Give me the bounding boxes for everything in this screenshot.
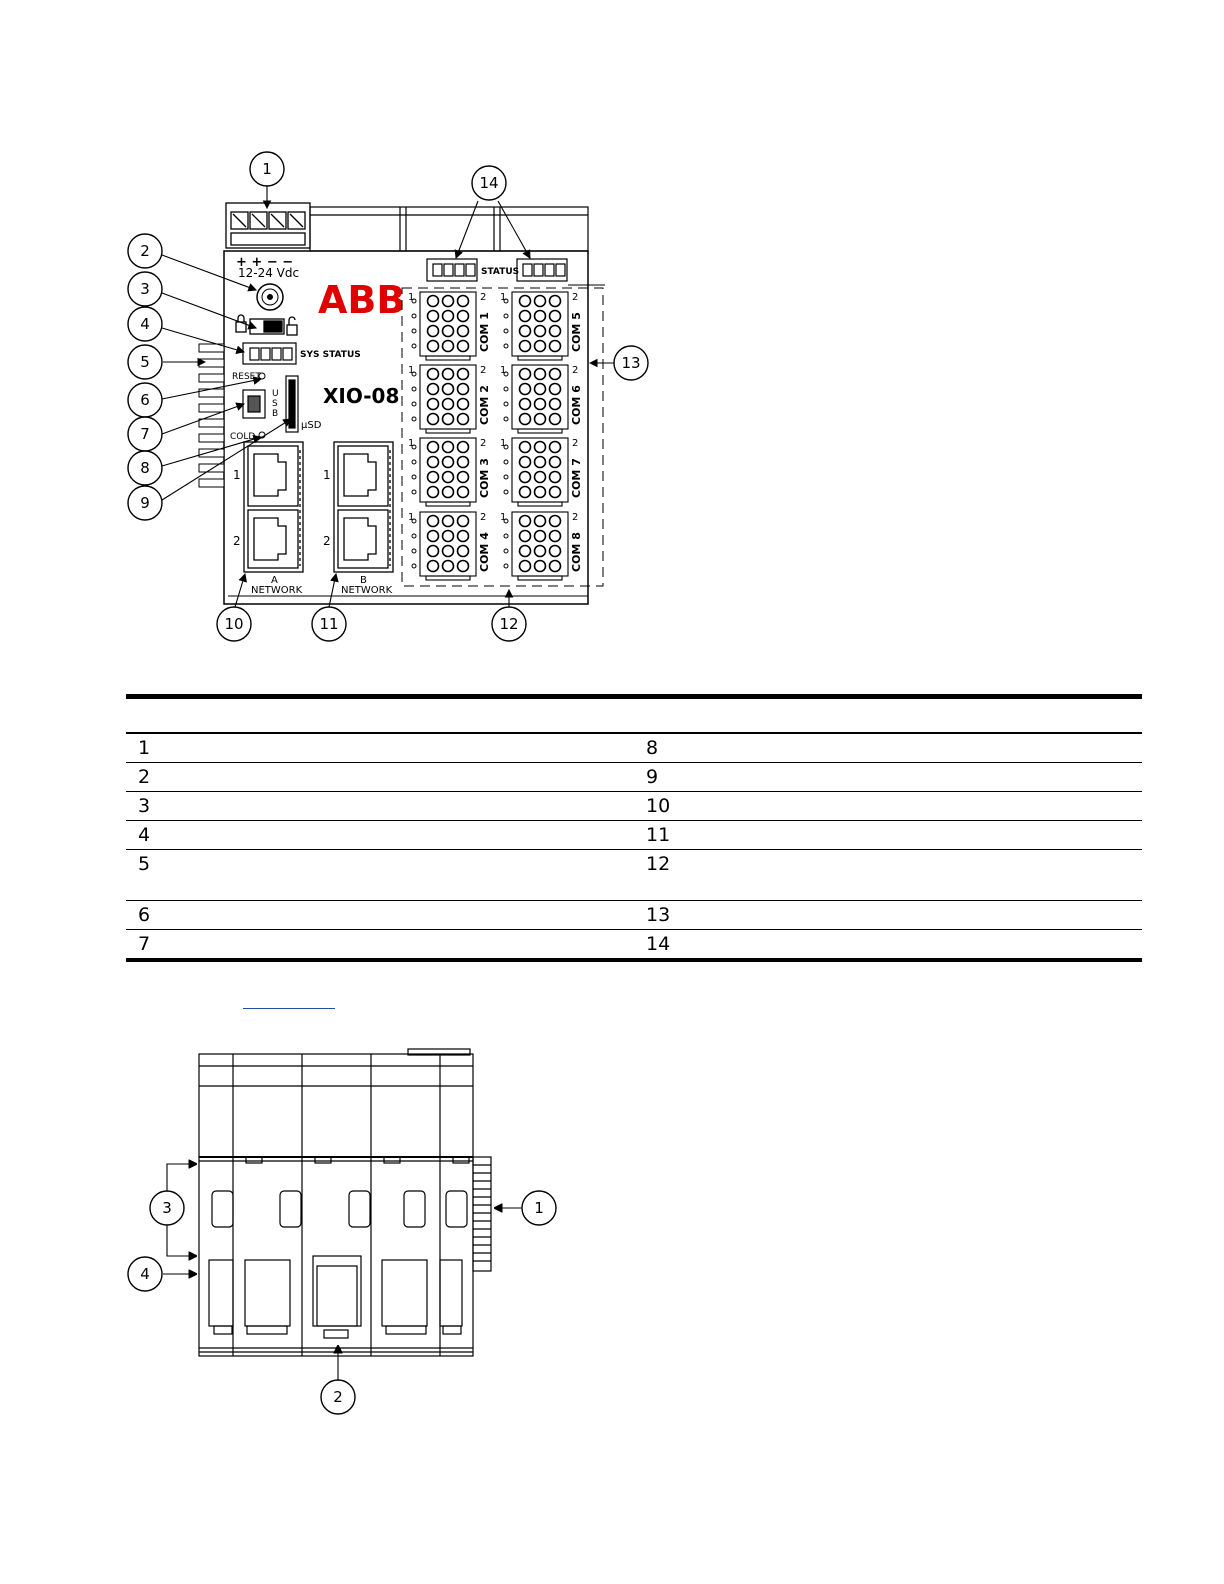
callout-3: [128, 272, 162, 306]
com-port-label: COM 3: [478, 458, 491, 498]
network-a-letter: A: [271, 575, 278, 586]
callout-number: 4: [140, 1265, 150, 1283]
com-pin1-label: 1: [500, 438, 507, 449]
com-port-1: [408, 292, 491, 360]
callout-number: 5: [140, 353, 150, 371]
com-pin2-label: 2: [572, 365, 579, 376]
usb-port: [243, 390, 265, 418]
side-view-body: [199, 1049, 491, 1356]
com-pin2-label: 2: [572, 438, 579, 449]
table-row: [126, 821, 1142, 850]
callout-14: [472, 166, 506, 200]
callout-number: 12: [499, 615, 519, 633]
xio08-side-view-diagram: [0, 1040, 1224, 1440]
callout-number: 3: [162, 1199, 172, 1217]
legend-callout-left: 2: [138, 766, 151, 788]
module-body: [224, 251, 588, 604]
network-a-port2-label: 2: [233, 534, 241, 548]
com-pin1-label: 1: [408, 438, 415, 449]
com-connectors: [408, 292, 583, 580]
com-port-label: COM 7: [570, 458, 583, 498]
microsd-slot: [286, 376, 298, 432]
top-rail: [310, 207, 588, 251]
callout-number: 4: [140, 315, 150, 333]
com-port-label: COM 2: [478, 385, 491, 425]
callout-number: 10: [224, 615, 244, 633]
legend-callout-right: 14: [646, 933, 671, 955]
table-row: [126, 901, 1142, 930]
callout-number: 3: [140, 280, 150, 298]
com-port-7: [500, 438, 583, 506]
com-pin1-label: 1: [500, 292, 507, 303]
callout-number: 6: [140, 391, 150, 409]
network-b-label: NETWORK: [341, 585, 393, 596]
com-pin2-label: 2: [480, 512, 487, 523]
com-pin1-label: 1: [500, 365, 507, 376]
side-callout-4: [128, 1257, 162, 1291]
lock-switch: [236, 315, 297, 335]
usb-label-u: U: [272, 389, 279, 399]
model-label: XIO-08: [323, 384, 400, 408]
callout-9: [128, 486, 162, 520]
callout-4: [128, 307, 162, 341]
legend-callout-right: 8: [646, 737, 659, 759]
com-port-3: [408, 438, 491, 506]
legend-callout-left: 5: [138, 853, 151, 875]
com-port-label: COM 6: [570, 385, 583, 425]
ground-connector-icon: [257, 284, 283, 310]
table-row: [126, 850, 1142, 901]
abb-logo: ABB: [318, 278, 406, 322]
reset-label: RESET: [232, 372, 261, 382]
status-leds-right: [517, 259, 567, 281]
table-row: [126, 930, 1142, 962]
com-port-label: COM 4: [478, 532, 491, 572]
status-leds-left: [427, 259, 477, 281]
com-pin1-label: 1: [408, 512, 415, 523]
callout-number: 1: [534, 1199, 544, 1217]
legend-table: [126, 694, 1142, 962]
com-port-label: COM 1: [478, 312, 491, 352]
xio08-front-view-diagram: [0, 0, 1224, 680]
table-row: [126, 734, 1142, 763]
legend-callout-left: 4: [138, 824, 151, 846]
microsd-label: µSD: [301, 420, 322, 431]
network-b-ports: [334, 442, 393, 572]
legend-callout-right: 12: [646, 853, 671, 875]
table-row: [126, 792, 1142, 821]
power-polarity-label: + + − −: [236, 255, 294, 270]
cold-label: COLD: [230, 432, 256, 442]
com-port-8: [500, 512, 583, 580]
power-voltage-label: 12-24 Vdc: [238, 266, 300, 280]
callout-number: 2: [140, 242, 150, 260]
callout-number: 13: [621, 354, 641, 372]
com-pin2-label: 2: [572, 512, 579, 523]
callout-7: [128, 417, 162, 451]
com-pin1-label: 1: [500, 512, 507, 523]
callout-number: 7: [140, 425, 150, 443]
network-a-port1-label: 1: [233, 468, 241, 482]
com-port-label: COM 5: [570, 312, 583, 352]
legend-callout-left: 7: [138, 933, 151, 955]
com-port-5: [500, 292, 583, 360]
legend-callout-left: 6: [138, 904, 151, 926]
com-pin2-label: 2: [480, 292, 487, 303]
figure2-callouts: [128, 1191, 556, 1414]
side-callout-3: [150, 1191, 184, 1225]
com-pin1-label: 1: [408, 292, 415, 303]
com-port-4: [408, 512, 491, 580]
callout-5: [128, 345, 162, 379]
usb-label-s: S: [272, 399, 278, 409]
callout-number: 9: [140, 494, 150, 512]
com-pin2-label: 2: [480, 438, 487, 449]
callout-12: [492, 607, 526, 641]
network-b-port2-label: 2: [323, 534, 331, 548]
callout-13: [614, 346, 648, 380]
callout-6: [128, 383, 162, 417]
legend-callout-left: 1: [138, 737, 151, 759]
side-callout-1: [522, 1191, 556, 1225]
usb-label-b: B: [272, 409, 279, 419]
legend-callout-right: 13: [646, 904, 671, 926]
legend-header: [126, 699, 1142, 734]
status-label: STATUS: [481, 267, 520, 277]
callout-10: [217, 607, 251, 641]
legend-callout-left: 3: [138, 795, 151, 817]
sys-status-leds: [243, 343, 296, 364]
hyperlink-underline[interactable]: [243, 1008, 335, 1009]
network-a-label: NETWORK: [251, 585, 303, 596]
com-pin1-label: 1: [408, 365, 415, 376]
table-row: [126, 763, 1142, 792]
sys-status-label: SYS STATUS: [300, 350, 361, 360]
callout-number: 1: [262, 160, 272, 178]
legend-callout-right: 9: [646, 766, 659, 788]
com-pin2-label: 2: [572, 292, 579, 303]
callout-number: 14: [479, 174, 499, 192]
com-port-2: [408, 365, 491, 433]
com-pin2-label: 2: [480, 365, 487, 376]
side-callout-2: [321, 1380, 355, 1414]
network-b-port1-label: 1: [323, 468, 331, 482]
callout-number: 11: [319, 615, 339, 633]
power-terminal-block: [226, 203, 310, 248]
com-port-6: [500, 365, 583, 433]
legend-callout-right: 10: [646, 795, 671, 817]
com-port-label: COM 8: [570, 532, 583, 572]
callout-number: 8: [140, 459, 150, 477]
legend-callout-right: 11: [646, 824, 671, 846]
callout-2: [128, 234, 162, 268]
callout-11: [312, 607, 346, 641]
callout-number: 2: [333, 1388, 343, 1406]
callout-1: [250, 152, 284, 186]
network-a-ports: [244, 442, 303, 572]
callout-8: [128, 451, 162, 485]
network-b-letter: B: [360, 575, 367, 586]
